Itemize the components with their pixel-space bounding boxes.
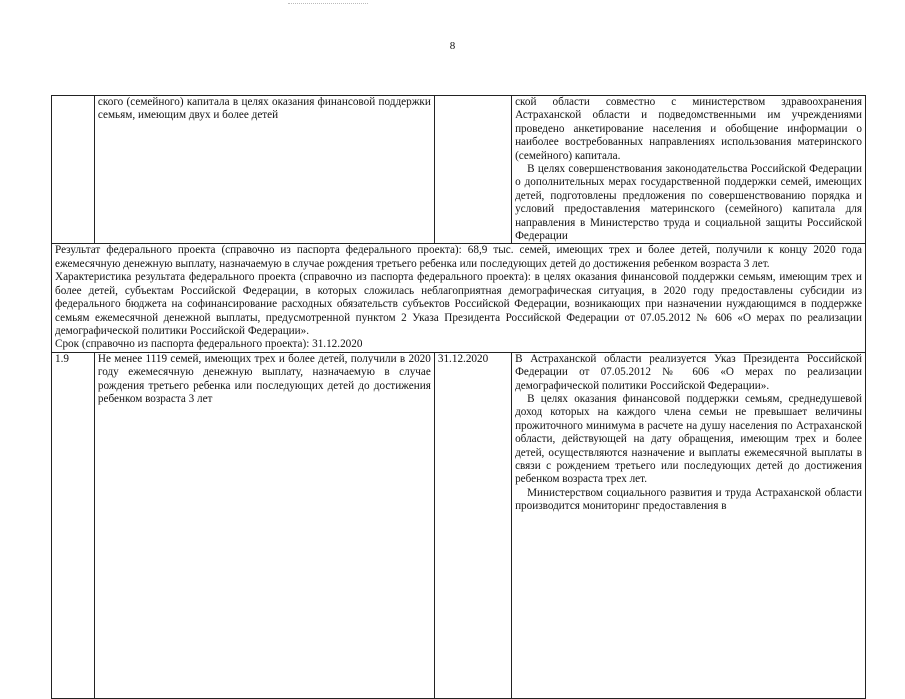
summary-row bbox=[52, 244, 866, 352]
description-cell: Не менее 1119 семей, имеющих трех и более детей, получили в 2020 году ежемесячную денежную выплату, назначаемую в случае рождения третьего ребенка или последующих детей до достижения ребенком возраста 3 лет bbox=[94, 352, 434, 698]
table-row bbox=[52, 96, 866, 244]
summary-cell bbox=[52, 244, 866, 352]
project-characteristic: Характеристика результата федерального проекта (справочно из паспорта федерального проекта): в целях оказания финансовой поддержки семьям, имеющим трех и более детей, субъектам Российской Федерации, в которых сложилась неблагоприятная демографическая ситуация, в 2020 году предоставлены субсидии из федерального бюджета на софинансирование расходных обязательств субъектов Российской Федерации, возникающих при назначении нуждающимся в поддержке семьям ежемесячной денежной выплаты, предусмотренной пунктом 2 Указа Президента Российской Федерации от 07.05.2012 № 606 «О мерах по реализации демографической политики Российской Федерации». bbox=[55, 271, 862, 337]
row-number-cell: 1.9 bbox=[52, 352, 95, 698]
report-table bbox=[51, 95, 866, 699]
page-number: 8 bbox=[449, 40, 456, 52]
date-cell bbox=[434, 96, 511, 244]
table-row bbox=[52, 352, 866, 698]
project-result: Результат федерального проекта (справочно из паспорта федерального проекта): 68,9 тыс. семей, имеющих трех и более детей, получили к концу 2020 года ежемесячную денежную выплату, назначаемую в случае рождения третьего ребенка или последующих детей до достижения ребенком возраста 3 лет. bbox=[55, 244, 862, 270]
info-cell bbox=[512, 96, 866, 244]
info-paragraph: В целях совершенствования законодательства Российской Федерации о дополнительных мерах государственной поддержки семей, имеющих детей, подготовлены предложения по совершенствованию порядка и условий предоставления материнского (семейного) капитала для направления в Министерство труда и социальной защиты Российской Федерации bbox=[515, 163, 862, 243]
project-deadline: Срок (справочно из паспорта федерального проекта): 31.12.2020 bbox=[55, 338, 363, 351]
info-paragraph: В целях оказания финансовой поддержки семьям, среднедушевой доход которых на каждого члена семьи не превышает величины прожиточного минимума в расчете на душу населения по Астраханской области, действующей на дату обращения, имеющим трех и более детей, осуществляются назначение и выплаты ежемесячной выплаты в связи с рождением третьего или последующих детей до достижения ребенком возраста трех лет. bbox=[515, 392, 862, 486]
info-paragraph: Министерством социального развития и труда Астраханской области производится мониторинг предоставления в bbox=[515, 486, 862, 513]
date-cell: 31.12.2020 bbox=[434, 352, 511, 698]
info-cell bbox=[512, 352, 866, 698]
description-cell: ского (семейного) капитала в целях оказания финансовой поддержки семьям, имеющим двух и более детей bbox=[94, 96, 434, 244]
row-number-cell bbox=[52, 96, 95, 244]
info-paragraph: В Астраханской области реализуется Указ Президента Российской Федерации от 07.05.2012 № 606 «О мерах по реализации демографической политики Российской Федерации». bbox=[515, 352, 862, 392]
scan-artifact bbox=[288, 3, 368, 8]
info-paragraph: ской области совместно с министерством здравоохранения Астраханской области и подведомственными им учреждениями проведено анкетирование населения и обобщение информации о наиболее востребованных направлениях использования материнского (семейного) капитала. bbox=[515, 96, 862, 162]
